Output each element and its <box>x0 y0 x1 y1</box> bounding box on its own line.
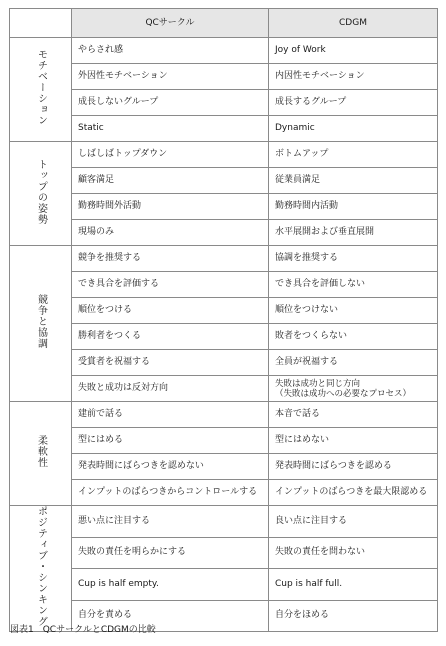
cell-qc: 悪い点に注目する <box>72 506 269 538</box>
cell-cdgm: Joy of Work <box>269 38 438 64</box>
category-competition-cooperation <box>10 246 72 402</box>
cell-cdgm: Cup is half full. <box>269 569 438 601</box>
table-row <box>10 402 438 428</box>
cell-qc: 建前で話る <box>72 402 269 428</box>
cell-cdgm: インプットのばらつきを最大限認める <box>269 480 438 506</box>
cell-cdgm: 全員が祝福する <box>269 350 438 376</box>
table-row <box>10 246 438 272</box>
table-row <box>10 90 438 116</box>
category-label: 柔軟性 <box>35 435 47 468</box>
cell-qc: でき具合を評価する <box>72 272 269 298</box>
cell-qc: 成長しないグループ <box>72 90 269 116</box>
cell-qc: 現場のみ <box>72 220 269 246</box>
table-row <box>10 38 438 64</box>
table-row <box>10 428 438 454</box>
cell-qc: 勤務時間外活動 <box>72 194 269 220</box>
header-row <box>10 9 438 38</box>
cell-cdgm: 成長するグループ <box>269 90 438 116</box>
table-row <box>10 220 438 246</box>
cell-qc: 自分を責める <box>72 600 269 632</box>
cell-cdgm: 水平展開および垂直展開 <box>269 220 438 246</box>
table-row <box>10 168 438 194</box>
cell-cdgm: 従業員満足 <box>269 168 438 194</box>
cell-qc: 外因性モチベーション <box>72 64 269 90</box>
table-row <box>10 272 438 298</box>
cell-cdgm: 自分をほめる <box>269 600 438 632</box>
category-positive-thinking <box>10 506 72 632</box>
table-row <box>10 350 438 376</box>
cell-cdgm <box>269 376 438 402</box>
table-row <box>10 454 438 480</box>
cell-qc: 型にはめる <box>72 428 269 454</box>
table-row <box>10 298 438 324</box>
table-row <box>10 64 438 90</box>
table-row <box>10 506 438 538</box>
table-row <box>10 194 438 220</box>
cell-qc: やらされ感 <box>72 38 269 64</box>
cell-qc: 発表時間にばらつきを認めない <box>72 454 269 480</box>
cell-qc: 競争を推奨する <box>72 246 269 272</box>
cell-cdgm: 良い点に注目する <box>269 506 438 538</box>
cell-qc: 顧客満足 <box>72 168 269 194</box>
figure-caption: 図表1 QCサークルとCDGMの比較 <box>10 625 156 635</box>
cell-qc: Static <box>72 116 269 142</box>
cell-cdgm: 協調を推奨する <box>269 246 438 272</box>
cell-cdgm: 本音で話る <box>269 402 438 428</box>
cell-line: 失敗は成功と同じ方向 <box>275 378 361 389</box>
cell-cdgm: 勤務時間内活動 <box>269 194 438 220</box>
header-cdgm: CDGM <box>269 9 438 38</box>
category-label: ポジティブ・シンキング <box>35 506 47 627</box>
comparison-table <box>9 8 438 632</box>
cell-cdgm: 順位をつけない <box>269 298 438 324</box>
cell-qc: インプットのばらつきからコントロールする <box>72 480 269 506</box>
cell-line: （失敗は成功への必要なプロセス） <box>275 388 412 399</box>
category-label: モチベーション <box>35 49 47 126</box>
cell-cdgm: 発表時間にばらつきを認める <box>269 454 438 480</box>
header-qc-circle: QCサークル <box>72 9 269 38</box>
category-motivation <box>10 38 72 142</box>
table-row <box>10 116 438 142</box>
cell-cdgm: 内因性モチベーション <box>269 64 438 90</box>
cell-qc: 勝利者をつくる <box>72 324 269 350</box>
category-top-attitude <box>10 142 72 246</box>
cell-qc: 失敗と成功は反対方向 <box>72 376 269 402</box>
table-row <box>10 324 438 350</box>
table-row <box>10 142 438 168</box>
table-body <box>10 38 438 632</box>
table-row <box>10 376 438 402</box>
cell-qc: Cup is half empty. <box>72 569 269 601</box>
category-label: 競争と協調 <box>35 294 47 349</box>
cell-qc: しばしばトップダウン <box>72 142 269 168</box>
table-row <box>10 569 438 601</box>
cell-cdgm: でき具合を評価しない <box>269 272 438 298</box>
cell-qc: 順位をつける <box>72 298 269 324</box>
category-label: トップの姿勢 <box>35 158 47 225</box>
table-row <box>10 537 438 569</box>
cell-cdgm: Dynamic <box>269 116 438 142</box>
cell-qc: 受賞者を祝福する <box>72 350 269 376</box>
cell-qc: 失敗の責任を明らかにする <box>72 537 269 569</box>
cell-cdgm: 型にはめない <box>269 428 438 454</box>
cell-cdgm: ボトムアップ <box>269 142 438 168</box>
table-row <box>10 480 438 506</box>
cell-cdgm: 失敗の責任を問わない <box>269 537 438 569</box>
category-flexibility <box>10 402 72 506</box>
header-corner <box>10 9 72 38</box>
cell-cdgm: 敗者をつくらない <box>269 324 438 350</box>
